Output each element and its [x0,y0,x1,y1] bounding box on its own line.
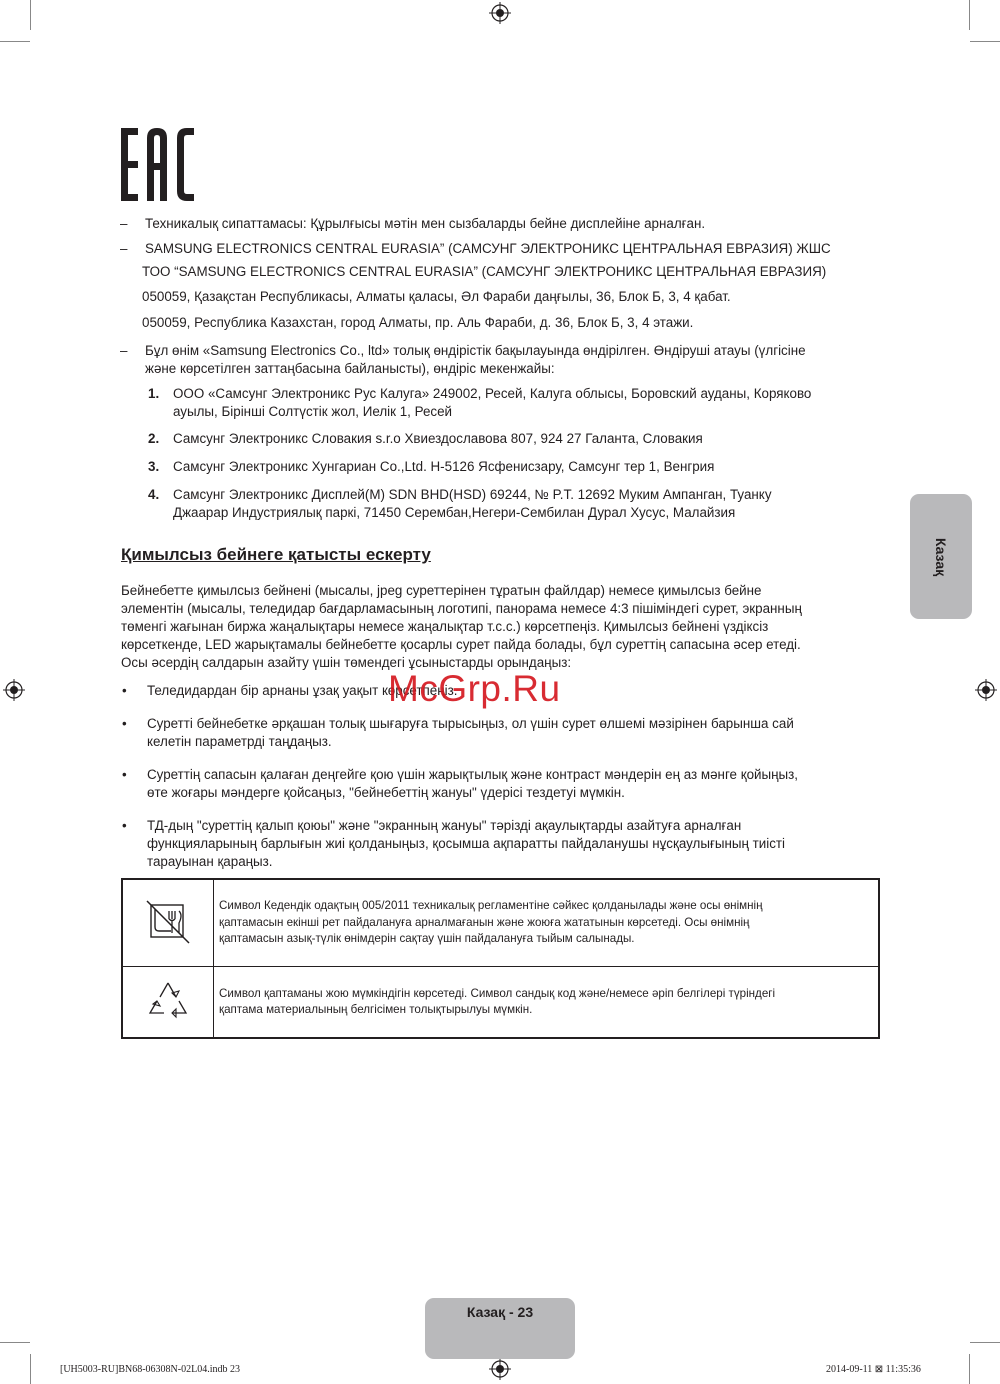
crop-mark [30,0,31,30]
page-number-tab [425,1298,575,1359]
symbol-description-line: Символ Кедендік одақтың 005/2011 техникалық регламентіне сәйкес қолданылады және осы өнімнің [219,899,763,913]
manufacturer-line: ауылы, Бірінші Солтүстік жол, Иелік 1, Ресей [173,404,453,419]
section-heading: Қимылсыз бейнеге қатысты ескерту [121,545,431,564]
section-paragraph [121,582,881,672]
item-number: 4. [148,487,160,502]
symbols-table [121,878,880,1039]
bullet-line: тарауынан қараңыз. [147,854,273,869]
crop-mark [969,1354,970,1384]
language-tab-label: Казақ [933,537,949,576]
paragraph-line: Бейнебетте қимылсыз бейнені (мысалы, jpeg суреттерінен тұратын файлдар) немесе қимылсыз бейне [121,583,762,598]
bullet-line: Суретті бейнебетке әрқашан толық шығаруға тырысыңыз, ол үшін сурет өлшемі мәзірінен барынша сай [147,716,794,731]
crop-mark [0,41,30,42]
manufacturer-intro-line: және көрсетілген заттаңбасына байланысты), өндіріс мекенжайы: [145,361,555,376]
page-number: Казақ - 23 [466,1304,534,1320]
manufacturer-line: Самсунг Электроникс Хунгариан Co.,Ltd. H-5126 Ясфенисзару, Самсунг тер 1, Венгрия [173,459,715,474]
manufacturer-line: Самсунг Электроникс Словакия s.r.o Хвиездославова 807, 924 27 Галанта, Словакия [173,431,703,446]
paragraph-line: төменгі жағынан биржа жаңалықтары немесе жаңалықтар т.с.с.) көрсетпеңіз. Қимылсыз бейнені үздіксіз [121,619,769,634]
registration-mark-icon [489,1358,511,1380]
paragraph-line: элементін (мысалы, теледидар бағдарламасының логотипі, панорама немесе 4:3 пішіміндегі сурет, экранның [121,601,802,616]
address-kz-line: 050059, Қазақстан Республикасы, Алматы қаласы, Әл Фараби даңғылы, 36, Блок Б, 3, 4 қабат. [142,289,731,304]
item-number: 1. [148,386,160,401]
bullet-marker: • [122,683,127,698]
table-row [122,967,879,1039]
watermark: McGrp.Ru [388,668,561,709]
bullet-line: Суреттің сапасын қалаған деңгейге қою үшін жарықтылық және контраст мәндерін ең аз мәнге қойыңыз, [147,767,799,782]
item-number: 3. [148,459,160,474]
bullet-line: ТД-дың "суреттің қалып қоюы" және "экранның жануы" тәрізді ақаулықтарды азайтуға арналған [147,818,742,833]
dash-marker: – [120,343,128,358]
bullet-marker: • [122,767,127,782]
crop-mark [969,0,970,30]
spec-text: Техникалық сипаттамасы: Құрылғысы мәтін мен сызбаларды бейне дисплейіне арналған. [145,216,706,231]
recycle-icon [146,979,190,1021]
crop-mark [970,1342,1000,1343]
paragraph-line: көрсеткенде, LED жарықтамалы бейнебетте қосарлы сурет пайда болады, бұл суреттің сапасына әсер етеді. [121,637,801,652]
symbol-description-line: Символ қаптаманы жою мүмкіндігін көрсетеді. Символ сандық код және/немесе әріп белгілері түріндегі [219,986,776,1000]
registration-mark-icon [975,679,997,701]
bullet-marker: • [122,818,127,833]
print-file-info: [UH5003-RU]BN68-06308N-02L04.indb 23 [60,1364,240,1375]
manufacturer-line: Джаарар Индустриялық паркі, 71450 Серембан,Негери-Сембилан Дурал Хусус, Малайзия [173,505,736,520]
bullet-line: өте жоғары мәндерге қойсаңыз, "бейнебеттің жануы" үдерісі тездетуі мүмкін. [147,785,625,800]
manufacturer-line: ООО «Самсунг Электроникс Рус Калуга» 249002, Ресей, Калуга облысы, Боровский ауданы, Коряково [173,386,812,401]
address-ru-line: 050059, Республика Казахстан, город Алматы, пр. Аль Фараби, д. 36, Блок Б, 3, 4 этажи. [142,315,694,330]
table-row [122,879,879,967]
dash-marker: – [120,216,128,231]
symbol-description-line: қаптама материалының белгісімен толықтырылуы мүмкін. [219,1003,533,1016]
print-timestamp: 2014-09-11 ⊠ 11:35:36 [826,1364,921,1375]
bullet-line: Теледидардан бір арнаны ұзақ уақыт көрсетпеңіз. [147,683,458,698]
crop-mark [970,41,1000,42]
language-tab [910,494,972,619]
manufacturer-line: Самсунг Электроникс Дисплей(М) SDN BHD(HSD) 69244, № P.T. 12692 Муким Ампанган, Туанку [173,487,772,502]
crop-mark [30,1354,31,1384]
bullet-marker: • [122,716,127,731]
bullet-line: келетін параметрді таңдаңыз. [147,734,332,749]
bullet-line: функцияларының барлығын жиі қолданыңыз, қосымша ақпаратты пайдаланушы нұсқаулығының тиісті [147,836,786,851]
paragraph-line: Осы әсердің салдарын азайту үшін төмендегі ұсыныстарды орындаңыз: [121,655,572,670]
importer-text: SAMSUNG ELECTRONICS CENTRAL EURASIA” (САМСУНГ ЭЛЕКТРОНИКС ЦЕНТРАЛЬНАЯ ЕВРАЗИЯ) ЖШС [145,241,831,256]
dash-marker: – [120,241,128,256]
importer-ru-line: ТОО “SAMSUNG ELECTRONICS CENTRAL EURASIA” (САМСУНГ ЭЛЕКТРОНИКС ЦЕНТРАЛЬНАЯ ЕВРАЗИЯ) [142,264,827,279]
symbol-description-line: қаптамасын екінші рет пайдалануға арналмағанын және жоюға жататынын көрсетеді. Осы өнімнің [219,915,750,929]
manufacturer-intro-line: Бұл өнім «Samsung Electronics Co., ltd» толық өндірістік бақылауында өндірілген. Өндіруші атауы (үлгісіне [145,343,806,358]
eac-logo [121,128,194,201]
registration-mark-icon [3,679,25,701]
registration-mark-icon [489,2,511,24]
item-number: 2. [148,431,160,446]
crop-mark [0,1342,30,1343]
symbol-description-line: қаптамасын азық-түлік өнімдерін сақтау үшін пайдалануға тыйым салынады. [219,932,635,946]
no-food-contact-icon [145,897,191,945]
